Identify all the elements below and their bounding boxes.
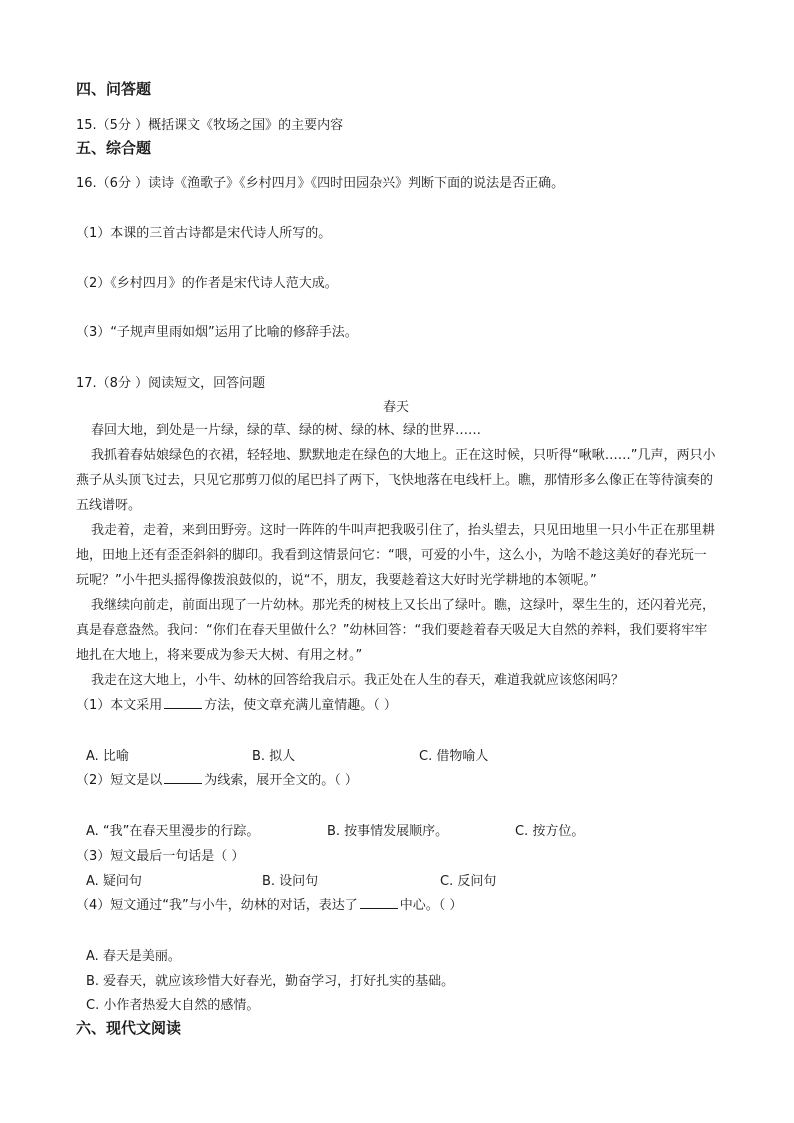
sub-question-3-option-c: C. 反问句 [440,874,497,889]
answer-blank[interactable] [360,894,398,909]
sub-question-4-option-b: B. 爱春天，就应该珍惜大好春光，勤奋学习，打好扎实的基础。 [86,974,455,989]
sub-question-4 [76,894,462,913]
passage-paragraph-5: 我走在这大地上，小牛、幼林的回答给我启示。我正处在人生的春天，难道我就应该悠闲吗？ [91,673,625,688]
passage-title: 春天 [383,400,410,415]
answer-blank[interactable] [164,694,202,709]
question-16: 16.（6分 ）读诗《渔歌子》《乡村四月》《四时田园杂兴》判断下面的说法是否正确。 [76,176,565,191]
section-heading-questions: 四、问答题 [76,80,152,98]
question-17: 17.（8分 ）阅读短文，回答问题 [76,376,266,391]
passage-paragraph-3: 我走着，走着，来到田野旁。这时一阵阵的牛叫声把我吸引住了，抬头望去，只见田地里一只小牛正在那里耕地，田地上还有歪歪斜斜的脚印。我看到这情景问它：“喂，可爱的小牛，这么小，为啥不趁这美好的春光玩一玩呢？”小牛把头摇得像拨浪鼓似的，说“不，朋友，我要趁着这大好时光学耕地的本领呢。” [76,523,716,588]
sub-question-3: （3）短文最后一句话是（ ） [76,849,245,864]
sub-question-4-text-after: 中心。（ ） [399,898,463,913]
sub-question-3-option-b: B. 设问句 [262,874,319,889]
sub-question-2-option-c: C. 按方位。 [515,824,585,839]
sub-question-1 [76,694,397,713]
passage-paragraph-4: 我继续向前走，前面出现了一片幼林。那光秃的树枝上又长出了绿叶。瞧，这绿叶，翠生生的，还闪着光亮，真是春意盎然。我问：“你们在春天里做什么？”幼林回答：“我们要趁着春天吸足大自然的养料，我们要将牢牢地扎在大地上，将来要成为参天大树、有用之材。” [76,598,716,663]
sub-question-1-text-before: （1）本文采用 [76,698,163,713]
sub-question-4-option-a: A. 春天是美丽。 [86,949,181,964]
sub-question-4-option-c: C. 小作者热爱大自然的感情。 [86,998,260,1013]
answer-blank[interactable] [164,769,202,784]
sub-question-2 [76,769,358,788]
passage-paragraph-2: 我抓着春姑娘绿色的衣裙，轻轻地、默默地走在绿色的大地上。正在这时候，只听得“啾啾……”几声，两只小燕子从头顶飞过去，只见它那剪刀似的尾巴抖了两下，飞快地落在电线杆上。瞧，那情形多么像正在等待演奏的五线谱呀。 [76,448,716,513]
question-16-item-1: （1）本课的三首古诗都是宋代诗人所写的。 [76,226,332,241]
passage-paragraph-1: 春回大地，到处是一片绿，绿的草、绿的树、绿的林、绿的世界…… [91,423,482,438]
sub-question-1-option-a: A. 比喻 [86,749,129,764]
sub-question-2-text-after: 为线索，展开全文的。（ ） [204,773,358,788]
sub-question-2-text-before: （2）短文是以 [76,773,163,788]
sub-question-4-text-before: （4）短文通过“我”与小牛，幼林的对话，表达了 [76,898,358,913]
sub-question-1-option-c: C. 借物喻人 [419,749,489,764]
question-15: 15.（5分 ）概括课文《牧场之国》的主要内容 [76,118,344,133]
sub-question-1-option-b: B. 拟人 [252,749,296,764]
section-heading-modern-reading: 六、现代文阅读 [76,1019,182,1037]
sub-question-3-option-a: A. 疑问句 [86,874,142,889]
sub-question-1-text-after: 方法，使文章充满儿童情趣。（ ） [204,698,397,713]
sub-question-2-option-a: A. “我”在春天里漫步的行踪。 [86,824,260,839]
question-16-item-3: （3）“子规声里雨如烟”运用了比喻的修辞手法。 [76,325,358,340]
sub-question-2-option-b: B. 按事情发展顺序。 [327,824,449,839]
question-16-item-2: （2）《乡村四月》的作者是宋代诗人范大成。 [76,276,338,291]
section-heading-comprehensive: 五、综合题 [76,139,152,157]
